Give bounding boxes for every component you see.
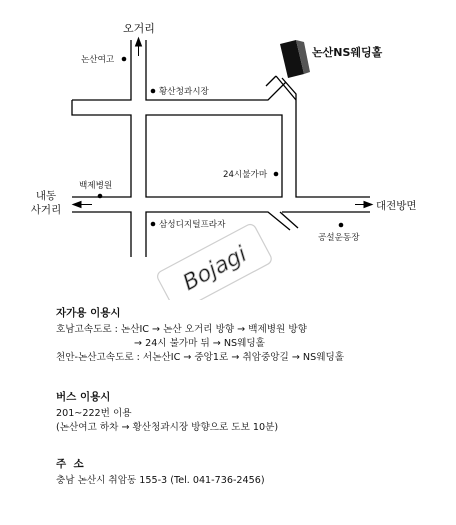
stadium-marker [339,223,344,228]
label-samsung-plaza: 삼성디지털프라자 [159,220,226,230]
bus-line1: 201~222번 이용 [56,408,132,419]
ns-wedding-hall-building-icon [280,40,310,78]
car-route1-line1: 호남고속도로 : 논산IC → 논산 오거리 방향 → 백제병원 방향 [56,324,307,335]
samsung-plaza-marker [151,222,156,227]
label-daejeon-direction: 대전방면 [376,200,417,212]
label-baekje-hospital: 백제병원 [79,181,113,191]
label-ogeori: 오거리 [123,22,155,35]
label-public-stadium: 공설운동장 [318,233,360,243]
label-ns-wedding-hall: 논산NS웨딩홀 [312,46,383,59]
label-bulgama: 24시불가마 [223,170,268,180]
bus-directions [56,390,278,435]
car-directions-title: 자가용 이용시 [56,307,121,319]
bulgama-marker [274,172,279,177]
label-naedong: 내동 [35,190,57,202]
label-sageori: 사거리 [30,204,62,216]
watermark-text: Bojagi [179,241,252,297]
bojagi-watermark [156,222,274,300]
address-text: 충남 논산시 취암동 155-3 (Tel. 041-736-2456) [56,475,265,486]
direction-arrows [73,38,372,208]
address-title: 주 소 [56,458,84,470]
nonsan-girls-high-marker [122,57,127,62]
baekje-hospital-marker [98,194,103,199]
bus-line2: (논산여고 하차 → 황산청과시장 방향으로 도보 10분) [56,422,279,433]
car-route1-line2: → 24시 불가마 뒤 → NS웨딩홀 [134,338,265,349]
address-section [56,457,265,488]
car-route2: 천안-논산고속도로 : 서논산IC → 중앙1로 → 취암중앙길 → NS웨딩홀 [56,352,344,363]
hwangsan-market-marker [151,89,156,94]
map-markers [98,57,344,228]
bus-directions-title: 버스 이용시 [56,391,111,403]
label-hwangsan-market: 황산청과시장 [159,87,209,97]
car-directions [56,306,344,365]
label-nonsan-girls-high: 논산여고 [81,55,115,65]
